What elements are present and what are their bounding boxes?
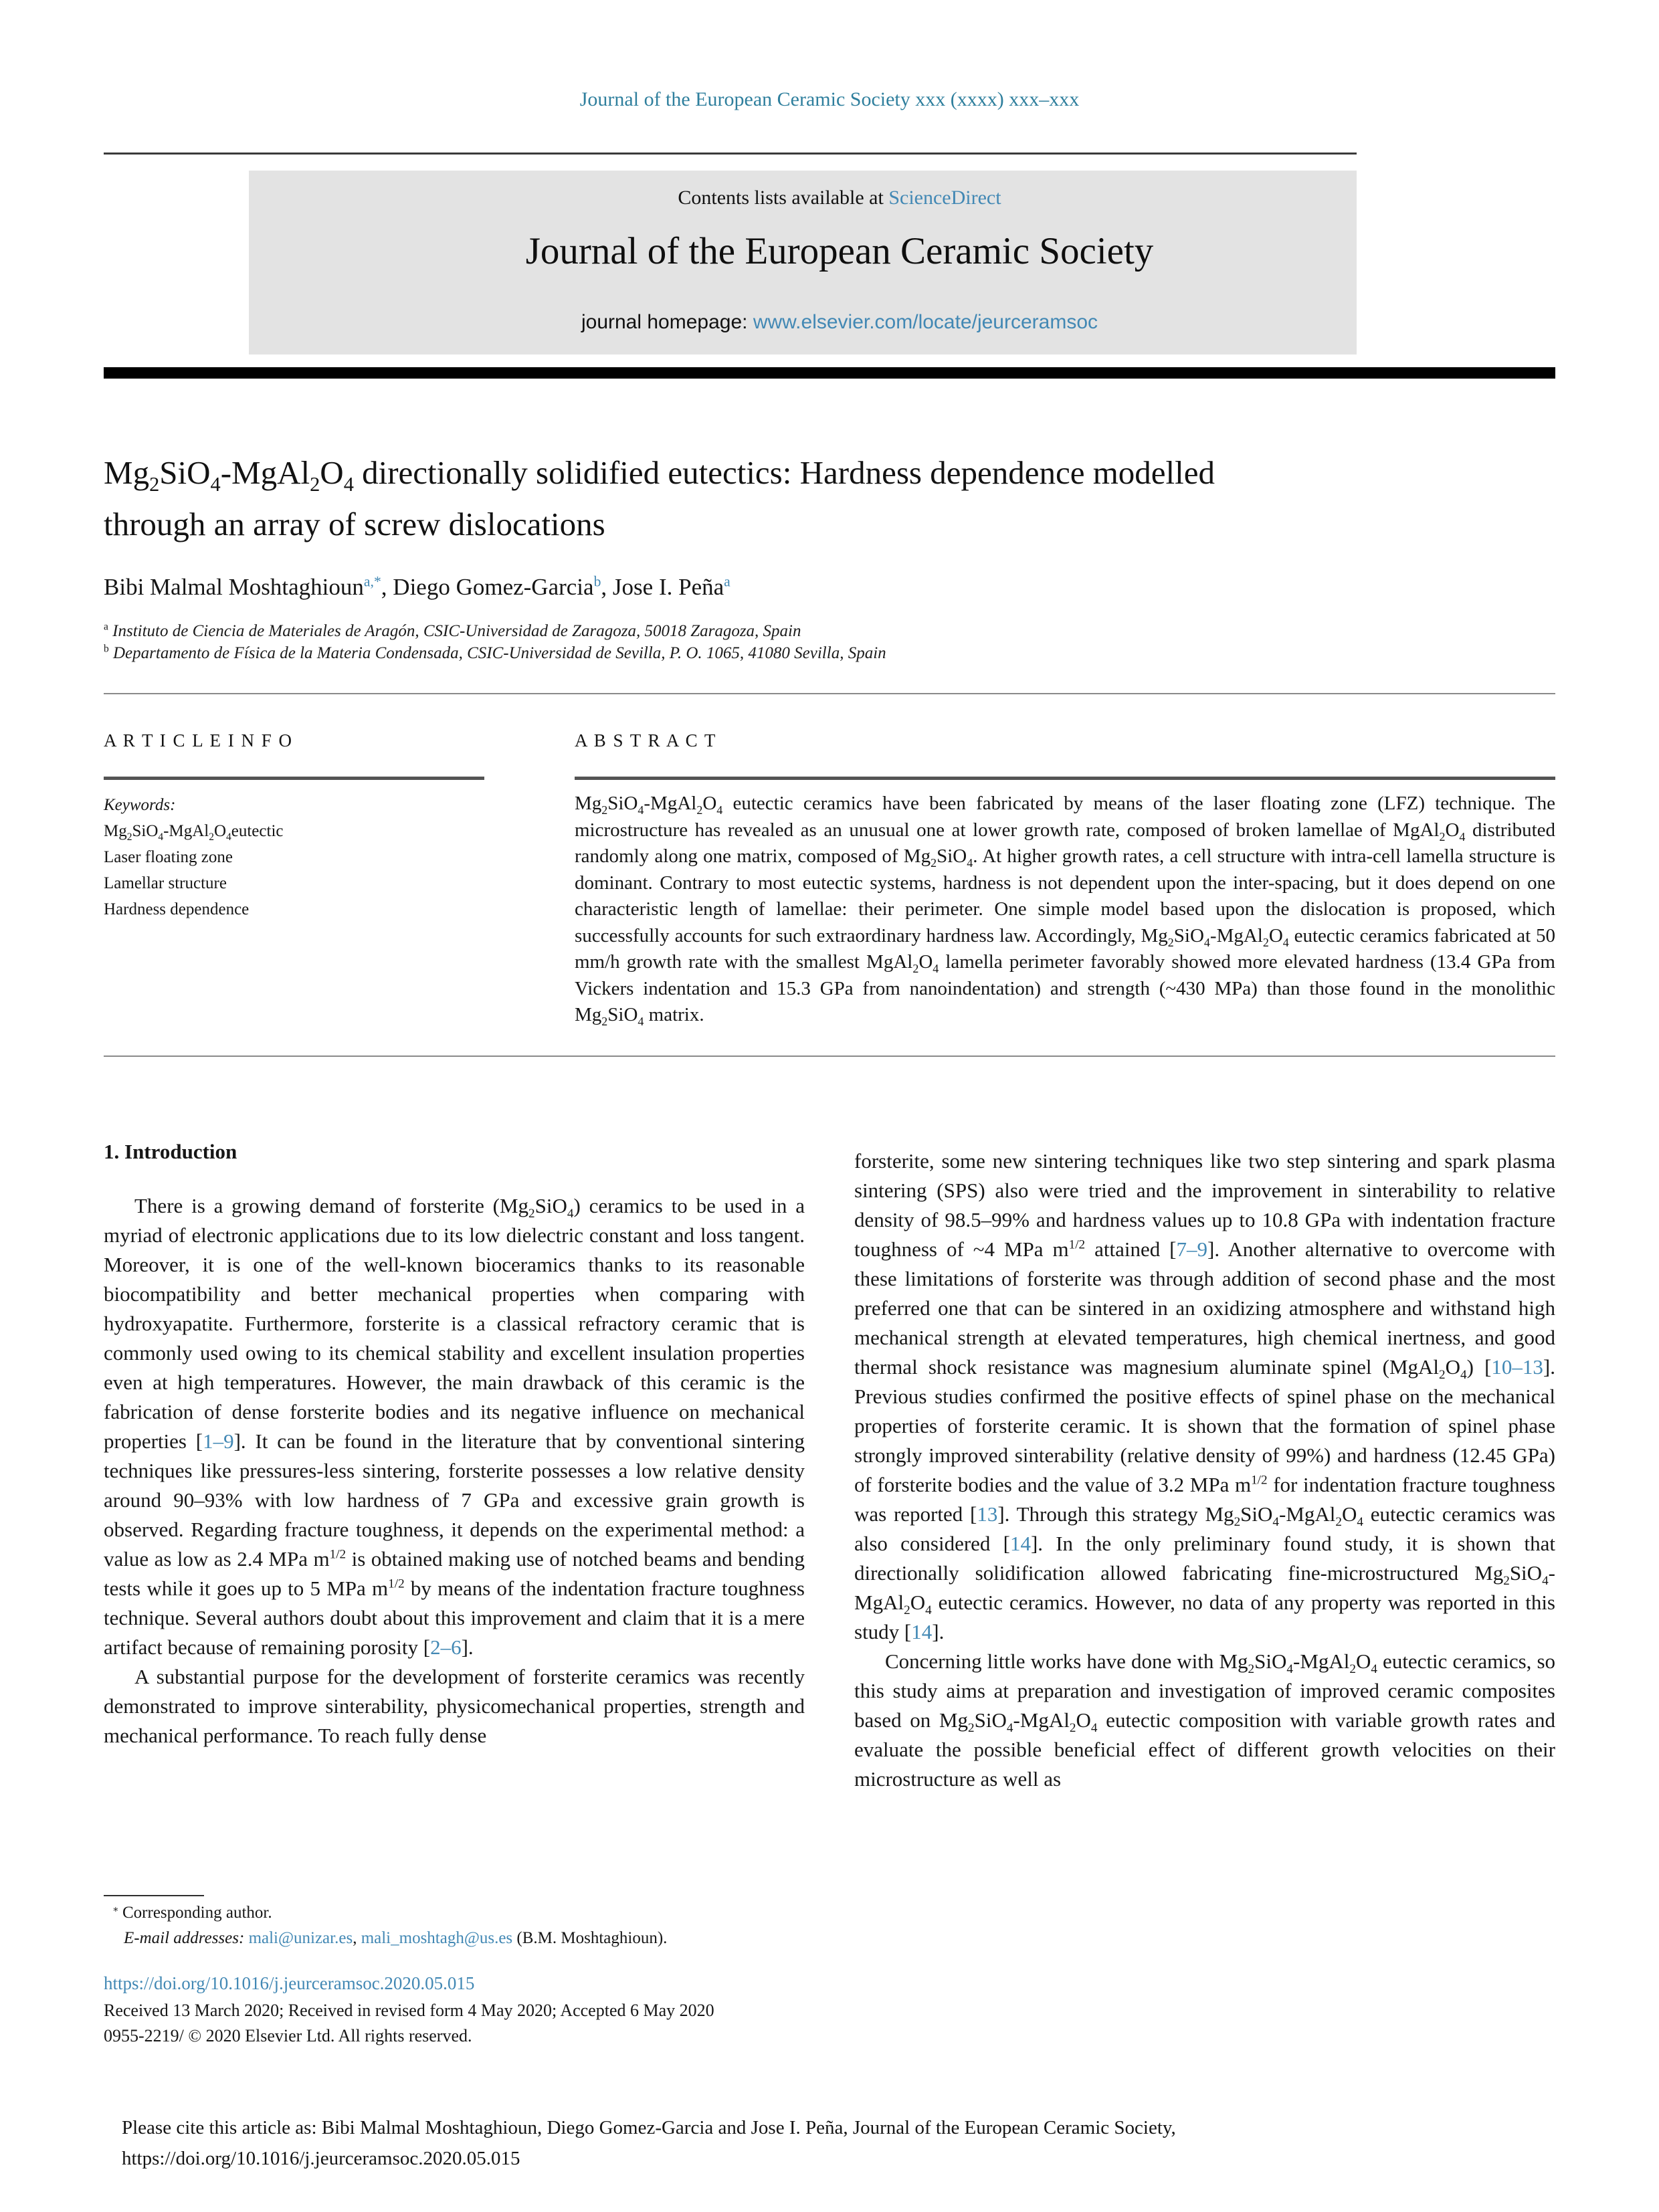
keywords-label: Keywords:	[104, 796, 176, 814]
banner-bottom-bar	[104, 367, 1555, 379]
intro-paragraph-2-continued: forsterite, some new sintering techniques like two step sintering and spark plasma sintering (SPS) also were tried and the improvement in sinterability to relative density of 98.5–99% and hardness values up to 10.8 GPa with indentation fracture toughness of ~4 MPa $m^{1/2}$ attained [7–9]. Another alternative to overcome with these limitations of forsterite was through addition of second phase and the most preferred one that can be sintered in an oxidizing atmosphere and withstand high mechanical strength at elevated temperatures, high chemical inertness, and good thermal shock resistance was magnesium aluminate spinel $(MgAl_2O_4)$ [10–13]. Previous studies confirmed the positive effects of spinel phase on the mechanical properties of forsterite ceramic. It is shown that the formation of spinel phase strongly improved sinterability (relative density of 99%) and hardness (12.45 GPa) of forsterite bodies and the value of 3.2 MPa $m^{1/2}$ for indentation fracture toughness was reported [13]. Through this strategy $Mg_2SiO_4-MgAl_2O_4$ eutectic ceramics was also considered [14]. In the only preliminary found study, it is shown that directionally solidification allowed fabricating fine-microstructured $Mg_2SiO_4-MgAl_2O_4$ eutectic ceramics. However, no data of any property was reported in this study [14].	[854, 1149, 1556, 1643]
article-title: $Mg_2SiO_4-MgAl_2O_4$ directionally solidified eutectics: Hardness dependence modelled through an array of screw dislocations	[104, 454, 1215, 542]
corresponding-author-note: ⁎ Corresponding author.	[113, 1902, 272, 1922]
body-column-right	[854, 1146, 1555, 1794]
homepage-url-link[interactable]: www.elsevier.com/locate/jeurceramsoc	[753, 311, 1098, 333]
authors-line: Bibi Malmal Moshtaghioun$^{a,*}$, Diego Gomez-Garcia$^b$, Jose I. Peña$^a$	[104, 573, 730, 600]
keyword-item: Hardness dependence	[104, 900, 250, 918]
homepage-line	[249, 311, 1430, 334]
intro-paragraph-2: A substantial purpose for the development of forsterite ceramics was recently demonstrated to improve sinterability, physicomechanical properties, strength and mechanical performance. To reach fully dense	[104, 1665, 805, 1747]
email-link-1[interactable]: mali@unizar.es	[248, 1929, 353, 1947]
sciencedirect-link[interactable]: ScienceDirect	[888, 187, 1001, 209]
received-dates: Received 13 March 2020; Received in revised form 4 May 2020; Accepted 6 May 2020	[104, 2001, 714, 2020]
email-addresses-line	[104, 1929, 1127, 1948]
journal-title: Journal of the European Ceramic Society	[525, 230, 1154, 272]
title-section-rule	[104, 693, 1555, 694]
contents-prefix-text: Contents lists available at	[678, 187, 889, 209]
email-separator: ,	[353, 1929, 361, 1947]
keyword-item: $Mg_2SiO_4-MgAl_2O_4eutectic$	[104, 822, 284, 843]
homepage-prefix-text: journal homepage:	[581, 311, 753, 333]
affiliation-a: $^a$ Instituto de Ciencia de Materiales de Aragón, CSIC-Universidad de Zaragoza, 50018 Zaragoza, Spain	[104, 621, 801, 640]
abstract-header: A B S T R A C T	[575, 730, 717, 750]
email-suffix: (B.M. Moshtaghioun).	[512, 1929, 668, 1947]
article-info-header: A R T I C L E I N F O	[104, 730, 294, 750]
cite-line-2: https://doi.org/10.1016/j.jeurceramsoc.2020.05.015	[122, 2148, 520, 2169]
intro-paragraph-1: There is a growing demand of forsterite $(Mg_2SiO_4)$ ceramics to be used in a myriad of electronic applications due to its low dielectric constant and loss tangent. Moreover, it is one of the well-known bioceramics thanks to its reasonable biocompatibility and better mechanical properties when comparing with hydroxyapatite. Furthermore, forsterite is a classical refractory ceramic that is commonly used owing to its chemical stability and excellent insulation properties even at high temperatures. However, the main drawback of this ceramic is the fabrication of dense forsterite bodies and its negative influence on mechanical properties [1–9]. It can be found in the literature that by conventional sintering techniques like pressures-less sintering, forsterite possesses a low relative density around 90–93% with low hardness of 7 GPa and excessive grain growth is observed. Regarding fracture toughness, it depends on the experimental method: a value as low as 2.4 MPa $m^{1/2}$ is obtained making use of notched beams and bending tests while it goes up to 5 MPa $m^{1/2}$ by means of the indentation fracture toughness technique. Several authors doubt about this improvement and claim that it is a mere artifact because of remaining porosity [2–6].	[104, 1194, 805, 1659]
intro-paragraph-3: Concerning little works have done with $Mg_2SiO_4-MgAl_2O_4$ eutectic ceramics, so this study aims at preparation and investigation of improved ceramic composites based on $Mg_2SiO_4-MgAl_2O_4$ eutectic composition with variable growth rates and evaluate the possible beneficial effect of different growth velocities on their microstructure as well as	[854, 1649, 1556, 1791]
running-head-journal-ref: Journal of the European Ceramic Society xxx (xxxx) xxx–xxx	[579, 88, 1080, 110]
doi-link[interactable]: https://doi.org/10.1016/j.jeurceramsoc.2020.05.015	[104, 1973, 475, 1993]
body-column-left	[104, 1191, 805, 1750]
journal-banner	[249, 171, 1357, 355]
header-rule	[104, 153, 1357, 155]
article-info-rule	[104, 777, 484, 780]
footnote-rule	[104, 1895, 204, 1896]
keyword-item: Laser floating zone	[104, 848, 233, 866]
affiliation-b: $^b$ Departamento de Física de la Materia Condensada, CSIC-Universidad de Sevilla, P. O. 1065, 41080 Sevilla, Spain	[104, 643, 886, 662]
abstract-bottom-rule	[104, 1055, 1555, 1057]
keywords-block	[104, 792, 532, 922]
section-heading-introduction: 1. Introduction	[104, 1140, 237, 1163]
abstract-rule	[575, 777, 1555, 780]
contents-line	[249, 187, 1430, 209]
please-cite-box	[122, 2112, 1567, 2174]
issn-copyright: 0955-2219/ © 2020 Elsevier Ltd. All rights reserved.	[104, 2026, 472, 2045]
abstract-text: $Mg_2SiO_4-MgAl_2O_4$ eutectic ceramics have been fabricated by means of the laser floating zone (LFZ) technique. The microstructure has revealed as an unusual one at lower growth rate, composed of broken lamellae of $MgAl_2O_4$ distributed randomly along one matrix, composed of $Mg_2SiO_4$. At higher growth rates, a cell structure with intra-cell lamella structure is dominant. Contrary to most eutectic systems, hardness is not dependent upon the inter-spacing, but it does depend on one characteristic length of lamellae: their perimeter. One simple model based upon the dislocation is proposed, which successfully accounts for such extraordinary hardness law. Accordingly, $Mg_2SiO_4-MgAl_2O_4$ eutectic ceramics fabricated at 50 mm/h growth rate with the smallest $MgAl_2O_4$ lamella perimeter favorably showed more elevated hardness (13.4 GPa from Vickers indentation and 15.3 GPa from nanoindentation) and strength (~430 MPa) than those found in the monolithic $Mg_2SiO_4$ matrix.	[575, 793, 1556, 1028]
cite-line-1: Please cite this article as: Bibi Malmal Moshtaghioun, Diego Gomez-Garcia and Jose I. Peña, Journal of the European Ceramic Society,	[122, 2117, 1176, 2138]
email-label: E-mail addresses:	[124, 1929, 245, 1947]
keyword-item: Lamellar structure	[104, 874, 227, 892]
email-link-2[interactable]: mali_moshtagh@us.es	[361, 1929, 513, 1947]
